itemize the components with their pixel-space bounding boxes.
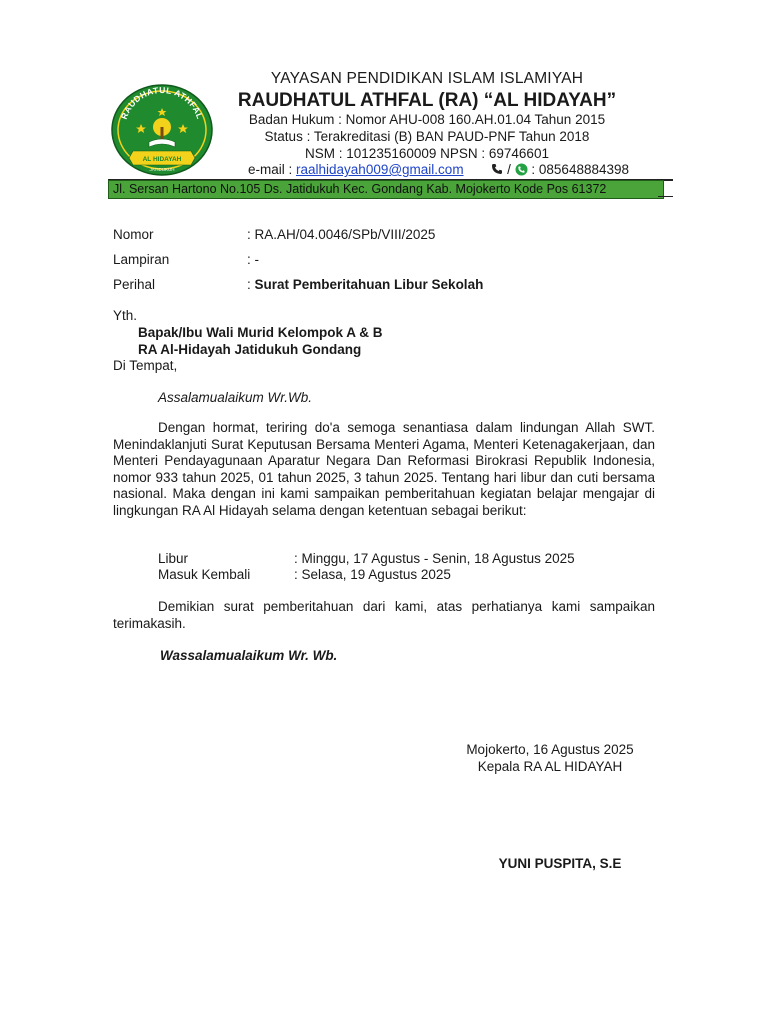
signer-position: Kepala RA AL HIDAYAH bbox=[477, 759, 623, 774]
logo-sub-text: JATIDUKUH bbox=[149, 167, 175, 172]
place-date: Mojokerto, 16 Agustus 2025 bbox=[466, 742, 634, 757]
lampiran-label: Lampiran bbox=[113, 252, 170, 267]
opening-greeting: Assalamualaikum Wr.Wb. bbox=[158, 390, 313, 405]
org-name: YAYASAN PENDIDIKAN ISLAM ISLAMIYAH bbox=[270, 70, 584, 87]
masuk-value: : Selasa, 19 Agustus 2025 bbox=[294, 567, 451, 582]
nomor-value: : RA.AH/04.0046/SPb/VIII/2025 bbox=[247, 227, 436, 242]
email-label: e-mail : bbox=[248, 162, 297, 177]
badan-hukum: Badan Hukum : Nomor AHU-008 160.AH.01.04 Tahun 2015 bbox=[248, 112, 606, 127]
school-logo bbox=[111, 84, 213, 176]
body-paragraph-2: Demikian surat pemberitahuan dari kami, atas perhatianya kami sampaikan terimakasih. bbox=[113, 599, 655, 631]
address-bar: Jl. Sersan Hartono No.105 Ds. Jatidukuh Kec. Gondang Kab. Mojokerto Kode Pos 61372 bbox=[108, 180, 664, 199]
logo-arc-text: RAUDHATUL ATHFAL bbox=[118, 84, 206, 121]
perihal-line bbox=[247, 277, 483, 294]
closing-greeting: Wassalamualaikum Wr. Wb. bbox=[160, 648, 338, 663]
header-rule-tail bbox=[658, 196, 673, 197]
libur-value: : Minggu, 17 Agustus - Senin, 18 Agustus 2025 bbox=[294, 551, 575, 566]
nomor-label: Nomor bbox=[113, 227, 154, 242]
school-name: RAUDHATUL ATHFAL (RA) “AL HIDAYAH” bbox=[237, 90, 617, 111]
libur-label: Libur bbox=[158, 551, 189, 566]
perihal-value: Surat Pemberitahuan Libur Sekolah bbox=[254, 277, 484, 292]
perihal-label: Perihal bbox=[113, 277, 156, 292]
phone-number: 085648884398 bbox=[538, 162, 630, 177]
masuk-label: Masuk Kembali bbox=[158, 567, 251, 582]
slash-separator: / bbox=[507, 162, 511, 177]
phone-icon bbox=[491, 162, 507, 177]
email-link[interactable]: raalhidayah009@gmail.com bbox=[296, 162, 464, 177]
accreditation-status: Status : Terakreditasi (B) BAN PAUD-PNF Tahun 2018 bbox=[264, 129, 590, 144]
recipient-line-2: RA Al-Hidayah Jatidukuh Gondang bbox=[138, 342, 362, 357]
signer-name: YUNI PUSPITA, S.E bbox=[498, 856, 622, 871]
body-paragraph-1: Dengan hormat, teriring do'a semoga senantiasa dalam lindungan Allah SWT. Menindaklanjuti Surat Keputusan Bersama Menteri Agama, Menteri Ketenagakerjaan, dan Menteri Pendayagunaan Aparatur Negara Dan Reformasi Birokrasi Republik Indonesia, nomor 933 tahun 2025, 01 tahun 2025, 3 tahun 2025. Tentang hari libur dan cuti bersama nasional. Maka dengan ini kami sampaikan pemberitahuan kegiatan belajar mengajar di lingkungan RA Al Hidayah selama dengan ketentuan sebagai berikut: bbox=[113, 420, 655, 518]
yth: Yth. bbox=[113, 308, 138, 323]
perihal-prefix: : bbox=[247, 277, 255, 292]
nsm-npsn: NSM : 101235160009 NPSN : 69746601 bbox=[305, 146, 549, 161]
recipient-place: Di Tempat, bbox=[113, 358, 178, 373]
logo-ribbon-text: AL HIDAYAH bbox=[142, 156, 182, 163]
lampiran-value: : - bbox=[247, 252, 259, 267]
recipient-line-1: Bapak/Ibu Wali Murid Kelompok A & B bbox=[138, 325, 383, 340]
contact-line: e-mail : raalhidayah009@gmail.com / : 085648884398 bbox=[248, 162, 630, 177]
whatsapp-icon bbox=[511, 162, 532, 177]
